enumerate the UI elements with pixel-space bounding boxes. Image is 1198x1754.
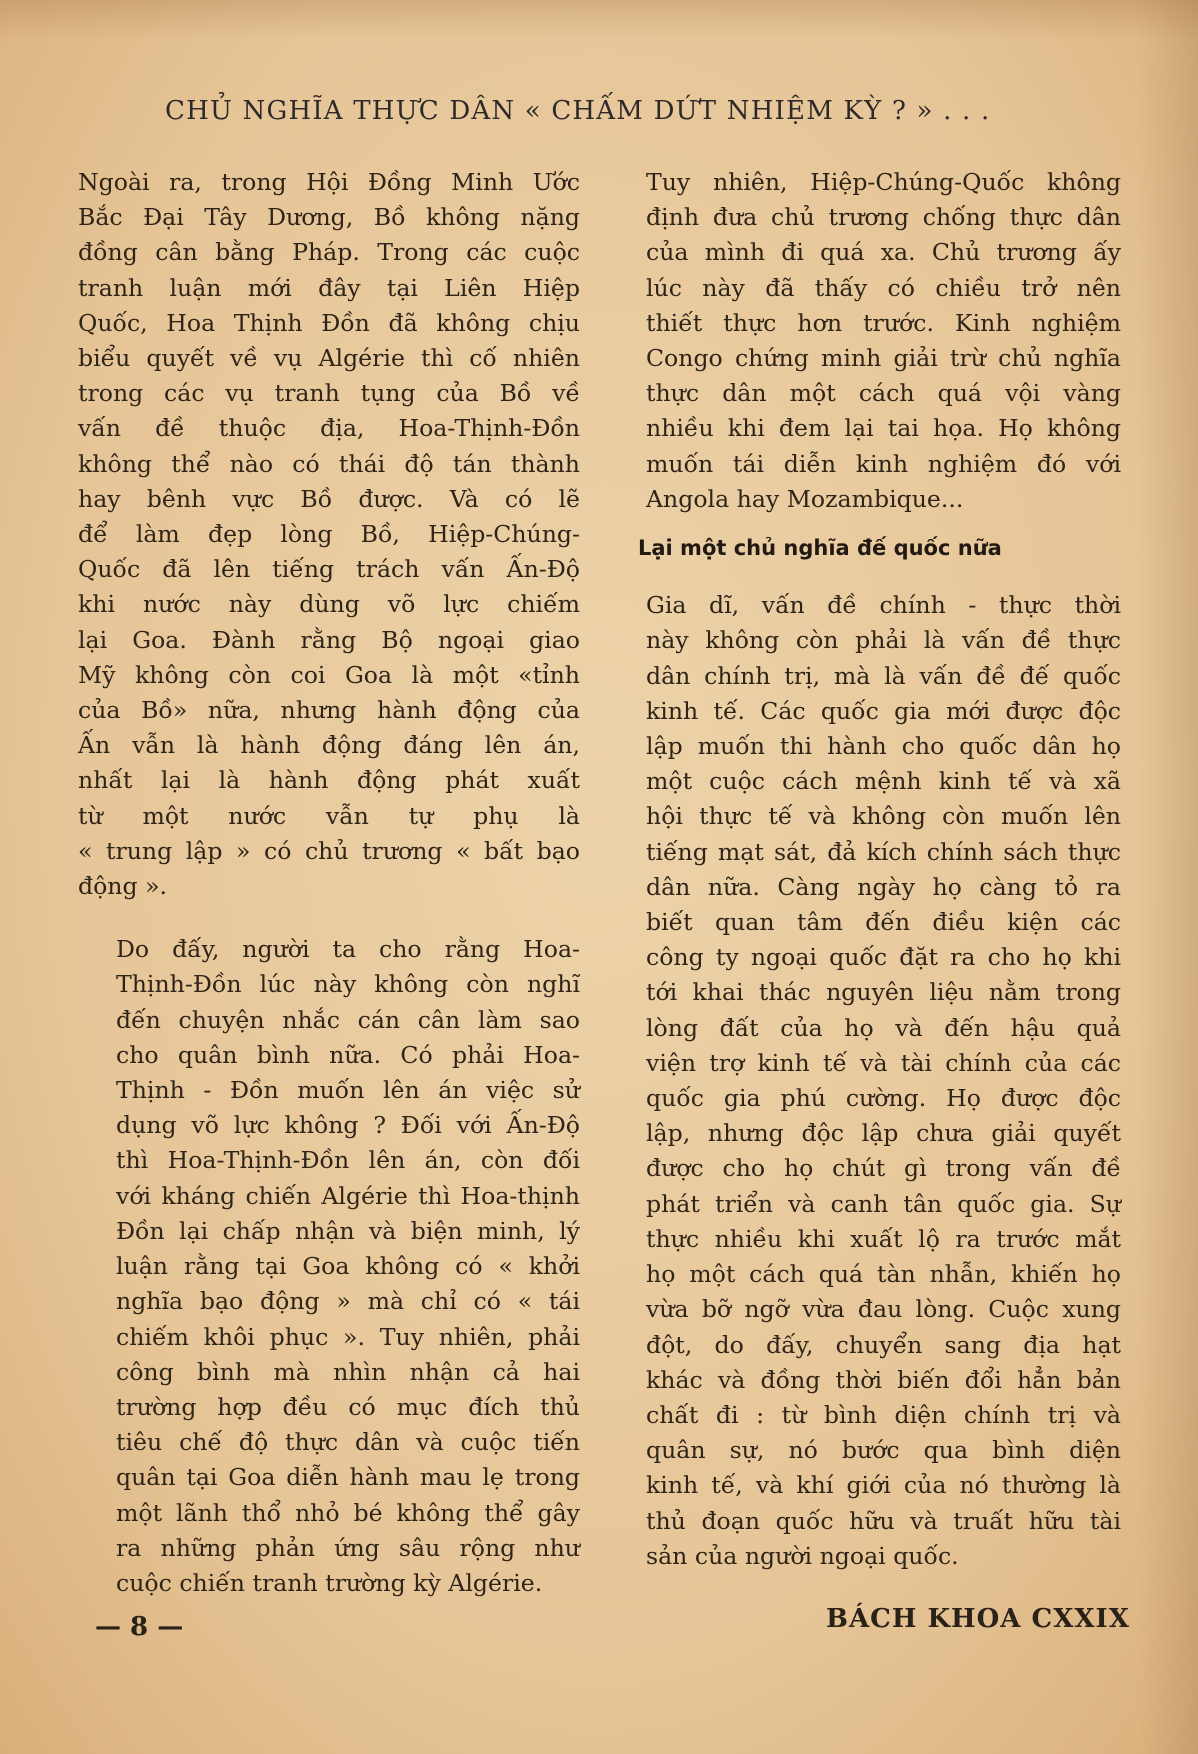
text-line: quốc gia phú cường. Họ được độc [646, 1084, 1121, 1113]
text-line: thiết thực hơn trước. Kinh nghiệm [646, 308, 1121, 337]
text-line: công ty ngoại quốc đặt ra cho họ khi [646, 943, 1121, 972]
text-line: để làm đẹp lòng Bồ, Hiệp-Chúng- [78, 520, 580, 549]
text-line: trong các vụ tranh tụng của Bồ về [78, 379, 580, 408]
text-line: hội thực tế và không còn muốn lên [646, 802, 1121, 831]
section-subheading: Lại một chủ nghĩa đế quốc nữa [638, 536, 1002, 561]
text-line: họ một cách quá tàn nhẫn, khiến họ [646, 1260, 1121, 1289]
text-line: lúc này đã thấy có chiều trở nên [646, 273, 1121, 302]
text-line: Ấn vẫn là hành động đáng lên án, [78, 731, 580, 760]
page-number: — 8 — [95, 1612, 184, 1642]
right-column [608, 165, 1121, 1574]
text-line: vấn đề thuộc địa, Hoa-Thịnh-Đồn [78, 414, 580, 443]
text-line: đồng cân bằng Pháp. Trong các cuộc [78, 238, 580, 267]
text-line: này không còn phải là vấn đề thực [646, 626, 1121, 655]
text-line: thủ đoạn quốc hữu và truất hữu tài [646, 1506, 1121, 1535]
text-line: Mỹ không còn coi Goa là một «tỉnh [78, 660, 580, 689]
text-line: Do đấy, người ta cho rằng Hoa- [116, 935, 580, 964]
text-line: dụng võ lực không ? Đối với Ấn-Độ [116, 1111, 580, 1140]
text-line: Bắc Đại Tây Dương, Bồ không nặng [78, 203, 580, 232]
left-paragraph-1 [78, 165, 580, 904]
text-line: cho quân bình nữa. Có phải Hoa- [116, 1040, 580, 1069]
text-line: đến chuyện nhắc cán cân làm sao [116, 1005, 580, 1034]
text-line: lập, nhưng độc lập chưa giải quyết [646, 1119, 1121, 1148]
text-line: quân sự, nó bước qua bình diện [646, 1436, 1121, 1465]
text-line: biết quan tâm đến điều kiện các [646, 908, 1121, 937]
text-line: định đưa chủ trương chống thực dân [646, 203, 1121, 232]
text-line: nhất lại là hành động phát xuất [78, 766, 580, 795]
text-line: cuộc chiến tranh trường kỳ Algérie. [116, 1568, 543, 1597]
text-line: khi nước này dùng võ lực chiếm [78, 590, 580, 619]
text-line: kinh tế. Các quốc gia mới được độc [646, 696, 1121, 725]
text-line: luận rằng tại Goa không có « khởi [116, 1252, 580, 1281]
text-line: tiếng mạt sát, đả kích chính sách thực [646, 837, 1121, 866]
text-line: với kháng chiến Algérie thì Hoa-thịnh [116, 1181, 580, 1210]
text-line: dân chính trị, mà là vấn đề đế quốc [646, 661, 1121, 690]
running-header: CHỦ NGHĨA THỰC DÂN « CHẤM DỨT NHIỆM KỲ ? » . . . [165, 96, 991, 126]
text-line: Tuy nhiên, Hiệp-Chúng-Quốc không [646, 168, 1121, 196]
text-line: Thịnh - Đồn muốn lên án việc sử [116, 1076, 580, 1105]
text-line: kinh tế, và khí giới của nó thường là [646, 1471, 1121, 1500]
text-line: trường hợp đều có mục đích thủ [116, 1392, 580, 1421]
right-paragraph-1 [608, 165, 1121, 517]
text-line: lại Goa. Đành rằng Bộ ngoại giao [78, 625, 580, 654]
text-line: phát triển và canh tân quốc gia. Sự [646, 1189, 1121, 1218]
right-paragraph-2 [608, 588, 1121, 1574]
text-line: động ». [78, 872, 168, 901]
text-line: chiếm khôi phục ». Tuy nhiên, phải [116, 1322, 580, 1351]
text-line: ra những phản ứng sâu rộng như [116, 1533, 580, 1562]
text-line: chất đi : từ bình diện chính trị và [646, 1400, 1121, 1429]
text-line: tới khai thác nguyên liệu nằm trong [646, 978, 1121, 1007]
text-line: một lãnh thổ nhỏ bé không thể gây [116, 1498, 580, 1527]
text-line: Quốc đã lên tiếng trách vấn Ấn-Độ [78, 555, 580, 584]
text-line: thì Hoa-Thịnh-Đồn lên án, còn đối [116, 1146, 580, 1175]
text-line: tiêu chế độ thực dân và cuộc tiến [116, 1428, 580, 1457]
text-line: không thể nào có thái độ tán thành [78, 449, 580, 478]
text-line: nghĩa bạo động » mà chỉ có « tái [116, 1287, 580, 1316]
text-line: lập muốn thi hành cho quốc dân họ [646, 732, 1121, 761]
text-line: lòng đất của họ và đến hậu quả [646, 1013, 1121, 1042]
text-line: Angola hay Mozambique... [646, 484, 964, 513]
text-line: một cuộc cách mệnh kinh tế và xã [646, 767, 1121, 796]
left-column [78, 165, 580, 1601]
text-line: Quốc, Hoa Thịnh Đồn đã không chịu [78, 308, 580, 337]
text-line: của mình đi quá xa. Chủ trương ấy [646, 238, 1121, 267]
publication-name: BÁCH KHOA CXXIX [826, 1604, 1130, 1634]
text-line: biểu quyết về vụ Algérie thì cố nhiên [78, 344, 580, 373]
text-line: đột, do đấy, chuyển sang địa hạt [646, 1330, 1121, 1359]
text-line: khác và đồng thời biến đổi hẳn bản [646, 1365, 1121, 1394]
text-line: thực nhiều khi xuất lộ ra trước mắt [646, 1224, 1121, 1253]
text-line: dân nữa. Càng ngày họ càng tỏ ra [646, 872, 1121, 901]
paper-edge-shading [1138, 0, 1198, 1754]
text-line: Congo chứng minh giải trừ chủ nghĩa [646, 344, 1121, 373]
text-line: từ một nước vẫn tự phụ là [78, 801, 580, 830]
text-line: công bình mà nhìn nhận cả hai [116, 1357, 580, 1386]
paragraph-gap [78, 904, 580, 932]
text-line: Đồn lại chấp nhận và biện minh, lý [116, 1216, 580, 1245]
text-line: quân tại Goa diễn hành mau lẹ trong [116, 1463, 580, 1492]
text-line: được cho họ chút gì trong vấn đề [646, 1154, 1121, 1183]
text-line: Thịnh-Đồn lúc này không còn nghĩ [116, 970, 580, 999]
text-line: của Bồ» nữa, nhưng hành động của [78, 696, 580, 725]
text-line: tranh luận mới đây tại Liên Hiệp [78, 273, 580, 302]
text-line: sản của người ngoại quốc. [646, 1541, 959, 1570]
text-line: muốn tái diễn kinh nghiệm đó với [646, 449, 1121, 478]
left-paragraph-2 [78, 932, 580, 1601]
text-line: Ngoài ra, trong Hội Đồng Minh Ước [78, 168, 580, 196]
paper-top-shading [0, 0, 1198, 40]
text-line: Gia dĩ, vấn đề chính - thực thời [646, 591, 1121, 620]
text-line: hay bênh vực Bồ được. Và có lẽ [78, 484, 580, 513]
text-line: vừa bỡ ngỡ vừa đau lòng. Cuộc xung [646, 1295, 1121, 1324]
text-line: nhiều khi đem lại tai họa. Họ không [646, 414, 1121, 443]
text-line: thực dân một cách quá vội vàng [646, 379, 1121, 408]
text-line: « trung lập » có chủ trương « bất bạo [78, 836, 580, 865]
text-line: viện trợ kinh tế và tài chính của các [646, 1048, 1121, 1077]
